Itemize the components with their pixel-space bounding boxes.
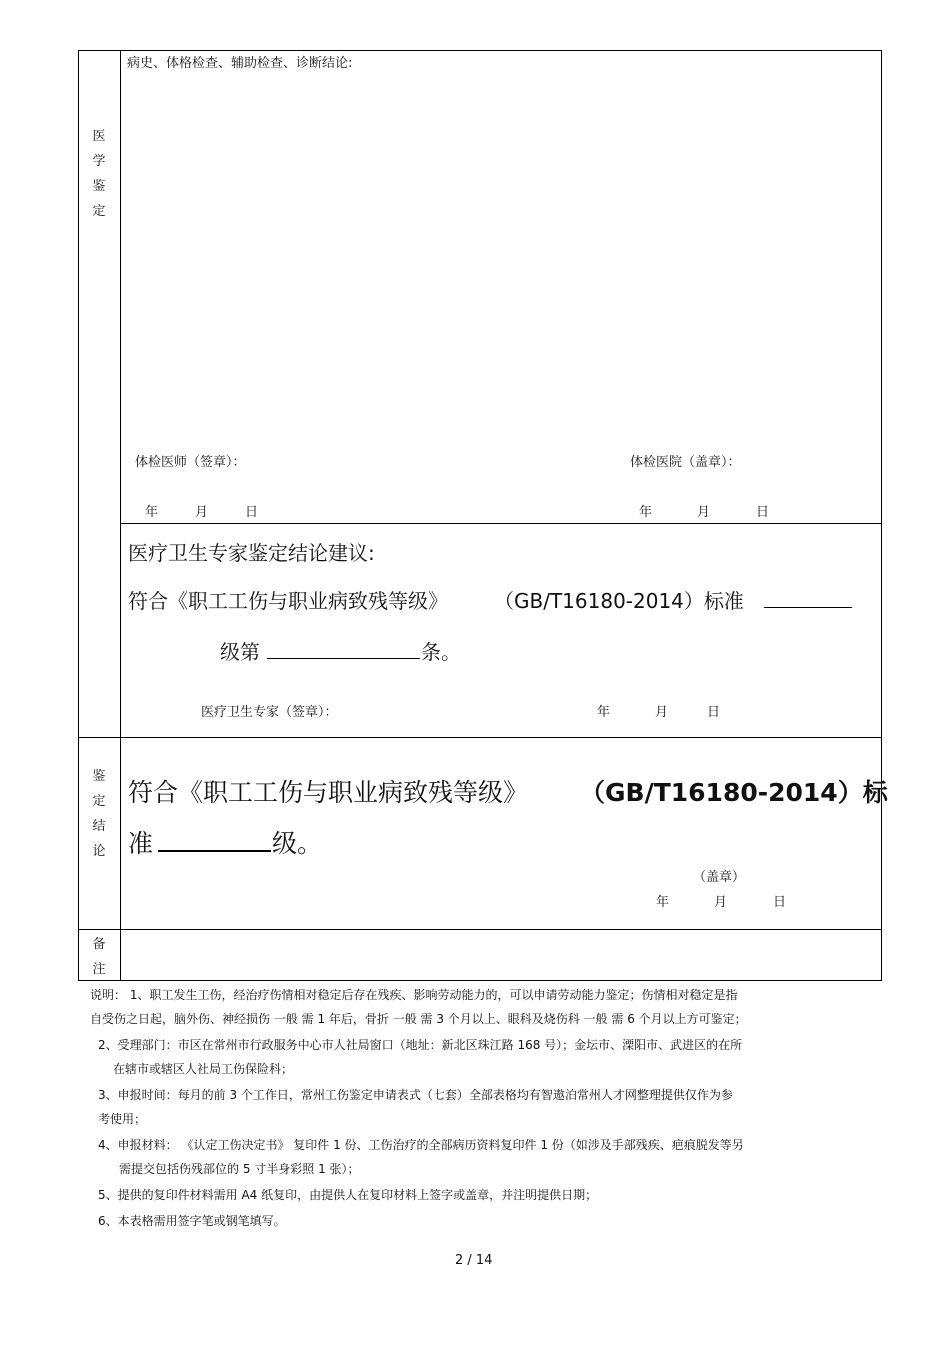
doctor-date-month: 月	[195, 505, 209, 520]
expert-grade-blank[interactable]	[764, 607, 852, 608]
note-1-line-1: 说明： 1、职工发生工伤，经治疗伤情相对稳定后存在残疾、影响劳动能力的，可以申请劳动能力鉴定；伤情相对稳定是指	[90, 988, 738, 1002]
note-1-line-2: 自受伤之日起，脑外伤、神经损伤 一般 需 1 年后，骨折 一般 需 3 个月以上、眼科及烧伤科 一般 需 6 个月以上方可鉴定；	[90, 1012, 747, 1026]
note-6: 6、本表格需用签字笔或钢笔填写。	[98, 1214, 286, 1228]
conclusion-line2-prefix: 准	[128, 829, 154, 858]
conclusion-grade-blank[interactable]	[158, 850, 271, 852]
conclusion-section-label	[79, 764, 119, 864]
page-number: 2 / 14	[455, 1253, 493, 1268]
label-char: 备	[92, 937, 106, 952]
expert-clause-blank[interactable]	[267, 658, 420, 659]
expert-sign-label: 医疗卫生专家（签章）：	[201, 705, 338, 720]
doctor-sign-label: 体检医师（签章）：	[135, 455, 246, 470]
note-4-line-1: 4、申报材料： 《认定工伤决定书》 复印件 1 份、工伤治疗的全部病历资料复印件 1 份（如涉及手部残疾、疤痕脱发等另	[98, 1138, 744, 1152]
label-char: 学	[92, 154, 106, 169]
label-char: 定	[92, 204, 106, 219]
conclusion-standard-prefix: 符合《职工工伤与职业病致残等级》	[128, 778, 529, 807]
history-heading: 病史、体格检查、辅助检查、诊断结论:	[127, 56, 353, 71]
label-char: 结	[92, 819, 106, 834]
label-char: 定	[92, 794, 106, 809]
label-char: 医	[92, 129, 106, 144]
conclusion-date-day: 日	[773, 895, 787, 910]
hospital-date-day: 日	[756, 505, 770, 520]
conclusion-date-month: 月	[714, 895, 728, 910]
remarks-section-label	[79, 932, 119, 982]
hospital-date-year: 年	[639, 505, 653, 520]
label-char: 鉴	[92, 769, 106, 784]
note-3-line-1: 3、申报时间：每月的前 3 个工作日，常州工伤鉴定申请表式（七套）全部表格均有智遨泊常州人才网整理提供仅作为参	[98, 1088, 733, 1102]
note-4-line-2: 需提交包括伤残部位的 5 寸半身彩照 1 张）；	[119, 1162, 360, 1176]
conclusion-seal: （盖章）	[693, 870, 746, 885]
conclusion-line2-suffix: 级。	[272, 829, 323, 858]
note-5: 5、提供的复印件材料需用 A4 纸复印，由提供人在复印材料上签字或盖章，并注明提供日期；	[98, 1188, 598, 1202]
conclusion-standard-code: （GB/T16180-2014）标	[580, 778, 888, 807]
expert-grade-prefix: 级第	[220, 640, 260, 664]
hospital-sign-label: 体检医院（盖章）：	[630, 455, 741, 470]
doctor-date-year: 年	[145, 505, 159, 520]
expert-date-year: 年	[597, 705, 611, 720]
note-2-line-2: 在辖市或辖区人社局工伤保险科；	[113, 1062, 294, 1076]
label-char: 论	[92, 844, 106, 859]
remarks-field[interactable]	[121, 930, 881, 980]
expert-heading: 医疗卫生专家鉴定结论建议:	[128, 541, 375, 565]
expert-standard-prefix: 符合《职工工伤与职业病致残等级》	[128, 589, 448, 613]
doctor-date-day: 日	[245, 505, 259, 520]
expert-grade-suffix: 条。	[421, 640, 461, 664]
label-char: 注	[92, 962, 106, 977]
medical-section-label	[79, 124, 119, 224]
note-3-line-2: 考使用；	[98, 1112, 147, 1126]
conclusion-date-year: 年	[656, 895, 670, 910]
hospital-date-month: 月	[697, 505, 711, 520]
expert-date-day: 日	[707, 705, 721, 720]
expert-date-month: 月	[655, 705, 669, 720]
note-2-line-1: 2、受理部门：市区在常州市行政服务中心市人社局窗口（地址：新北区珠江路 168 号）；金坛市、溧阳市、武进区的在所	[98, 1038, 743, 1052]
label-char: 鉴	[92, 179, 106, 194]
expert-standard-code: （GB/T16180-2014）标准	[494, 589, 744, 613]
